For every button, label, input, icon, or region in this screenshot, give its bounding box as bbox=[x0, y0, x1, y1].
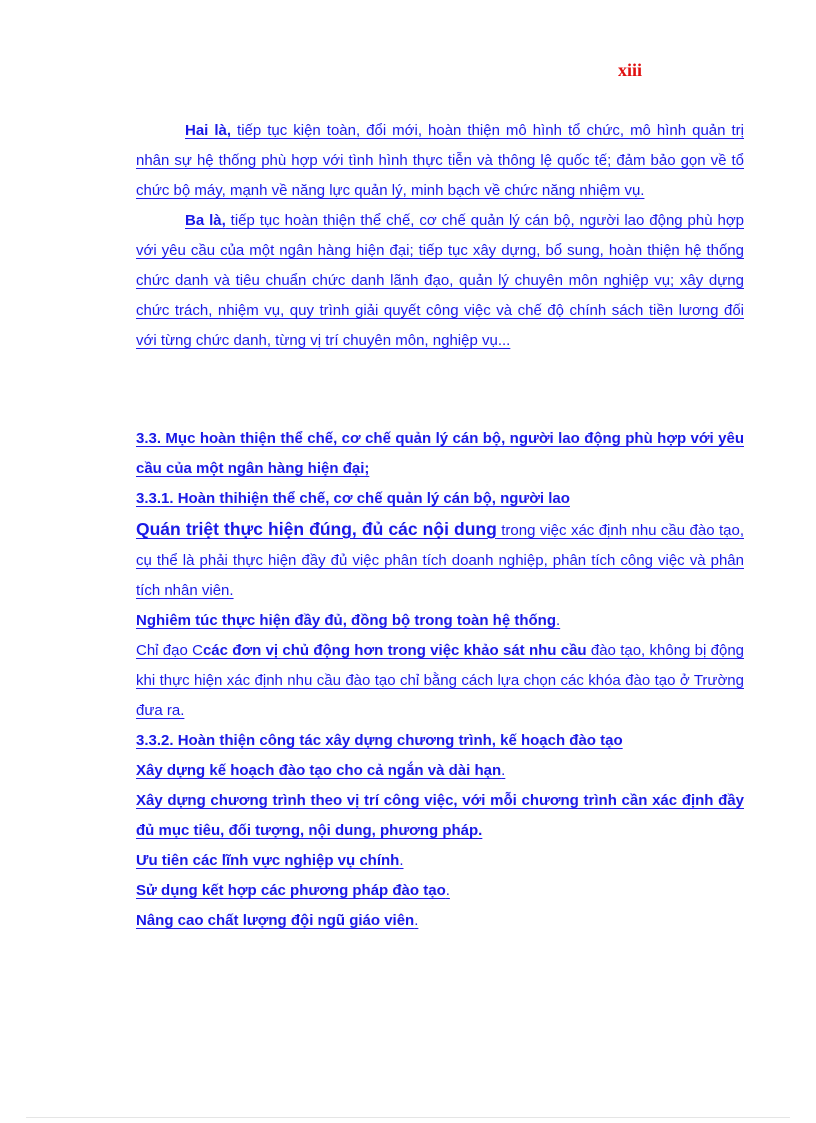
text-quan-triet: trong việc xác định nhu cầu đào tạo, cụ thể là phải thực hiện đầy đủ việc phân tích doanh nghiệp, phân tích công việc và phân tích nhân viên. bbox=[136, 522, 744, 599]
tail-ke-hoach: . bbox=[501, 762, 506, 779]
text-nghiem-tuc: Nghiêm túc thực hiện đầy đủ, đồng bộ trong toàn hệ thống bbox=[136, 612, 556, 629]
text-hai-la: tiếp tục kiện toàn, đổi mới, hoàn thiện mô hình tổ chức, mô hình quản trị nhân sự hệ thống phù hợp với tình hình thực tiễn và thông lệ quốc tế; đảm bảo gọn về tổ chức bộ máy, mạnh về năng lực quản lý, minh bạch về chức năng nhiệm vụ. bbox=[136, 122, 744, 199]
line-ke-hoach bbox=[136, 756, 744, 786]
paragraph-ba-la bbox=[136, 206, 744, 356]
lead-ba-la: Ba là, bbox=[185, 212, 226, 229]
heading-3-3-2: 3.3.2. Hoàn thiện công tác xây dựng chương trình, kế hoạch đào tạo bbox=[136, 732, 623, 749]
paragraph-quan-triet bbox=[136, 514, 744, 606]
document-body bbox=[136, 116, 744, 936]
heading-3-3: 3.3. Mục hoàn thiện thể chế, cơ chế quản lý cán bộ, người lao động phù hợp với yêu cầu của một ngân hàng hiện đại; bbox=[136, 430, 744, 477]
line-giao-vien bbox=[136, 906, 744, 936]
lead-hai-la: Hai là, bbox=[185, 122, 232, 139]
text-uu-tien: Ưu tiên các lĩnh vực nghiệp vụ chính bbox=[136, 852, 400, 869]
line-phuong-phap bbox=[136, 876, 744, 906]
text-chi-dao: đào tạo, không bị động khi thực hiện xác định nhu cầu đào tạo chỉ bằng cách lựa chọn các khóa đào tạo ở Trường đưa ra. bbox=[136, 642, 745, 719]
paragraph-chi-dao bbox=[136, 636, 744, 726]
tail-uu-tien: . bbox=[399, 852, 404, 869]
lead-quan-triet: Quán triệt thực hiện đúng, đủ các nội dung bbox=[136, 519, 497, 539]
line-uu-tien bbox=[136, 846, 744, 876]
text-ba-la: tiếp tục hoàn thiện thể chế, cơ chế quản lý cán bộ, người lao động phù hợp với yêu cầu của một ngân hàng hiện đại; tiếp tục xây dựng, bổ sung, hoàn thiện hệ thống chức danh và tiêu chuẩn chức danh lãnh đạo, quản lý chuyên môn nghiệp vụ; xây dựng chức trách, nhiệm vụ, quy trình giải quyết công việc và chế độ chính sách tiền lương đối với từng chức danh, từng vị trí chuyên môn, nghiệp vụ... bbox=[136, 212, 744, 349]
prefix-chi-dao: Chỉ đạo C bbox=[136, 642, 203, 659]
text-phuong-phap: Sử dụng kết hợp các phương pháp đào tạo bbox=[136, 882, 446, 899]
lead-chi-dao: các đơn vị chủ động hơn trong việc khảo sát nhu cầu bbox=[202, 642, 587, 659]
paragraph-hai-la bbox=[136, 116, 744, 206]
tail-giao-vien: . bbox=[414, 912, 419, 929]
page-bottom-border bbox=[26, 1117, 790, 1118]
page-number: xiii bbox=[618, 60, 643, 80]
spacer bbox=[136, 356, 744, 424]
text-ke-hoach: Xây dựng kế hoạch đào tạo cho cả ngắn và dài hạn bbox=[136, 762, 502, 779]
line-nghiem-tuc bbox=[136, 606, 744, 636]
tail-phuong-phap: . bbox=[445, 882, 450, 899]
heading-3-3-1: 3.3.1. Hoàn thihiện thể chế, cơ chế quản lý cán bộ, người lao bbox=[136, 490, 570, 507]
text-giao-vien: Nâng cao chất lượng đội ngũ giáo viên bbox=[136, 912, 415, 929]
line-chuong-trinh: Xây dựng chương trình theo vị trí công việc, với mỗi chương trình cần xác định đầy đủ mục tiêu, đối tượng, nội dung, phương pháp. bbox=[136, 792, 744, 839]
tail-nghiem-tuc: . bbox=[556, 612, 561, 629]
